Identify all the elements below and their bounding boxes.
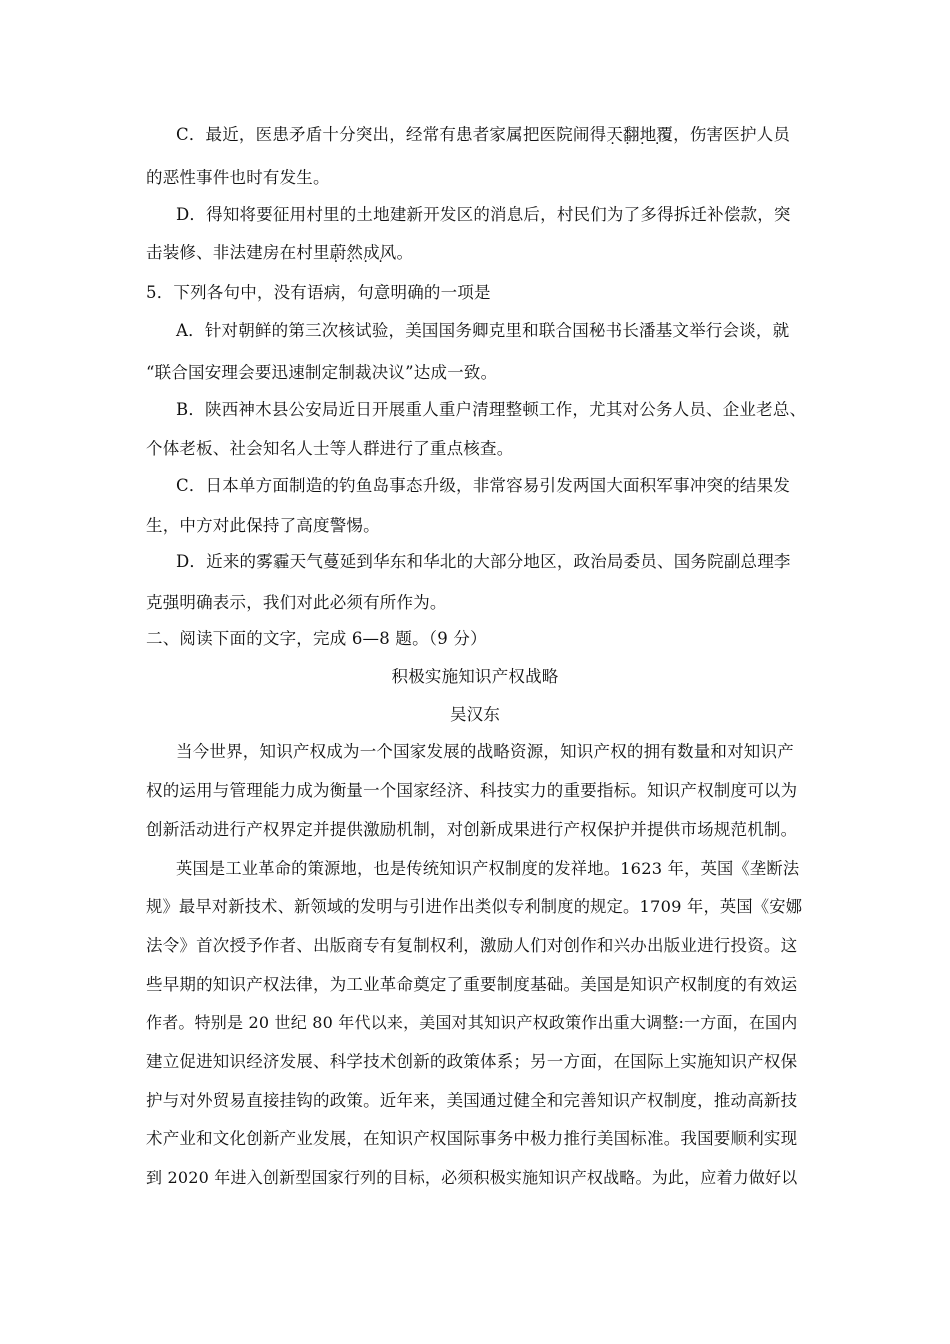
paragraph-2-line: 建立促进知识经济发展、科学技术创新的政策体系；另一方面，在国际上实施知识产权保 <box>146 1052 798 1071</box>
article-title: 积极实施知识产权战略 <box>391 667 559 686</box>
q4-option-d-line2 <box>146 241 413 265</box>
paragraph-2-line: 到 2020 年进入创新型国家行列的目标，必须积极实施知识产权战略。为此，应着力做好以 <box>146 1168 798 1187</box>
q5-option-b-line2: 个体老板、社会知名人士等人群进行了重点核查。 <box>146 439 514 458</box>
q5-option-b-line1: B．陕西神木县公安局近日开展重人重户清理整顿工作，尤其对公务人员、企业老总、 <box>176 400 807 419</box>
q5-option-c-line2: 生，中方对此保持了高度警惕。 <box>146 516 380 535</box>
paragraph-1-line: 创新活动进行产权界定并提供激励机制，对创新成果进行产权保护并提供市场规范机制。 <box>146 820 798 839</box>
text-run: 击装修、非法建房在村里 <box>146 243 330 262</box>
q5-option-a-line1: A．针对朝鲜的第三次核试验，美国国务卿克里和联合国秘书长潘基文举行会谈，就 <box>176 321 790 340</box>
paragraph-2-line: 英国是工业革命的策源地，也是传统知识产权制度的发祥地。1623 年，英国《垄断法 <box>176 859 800 878</box>
q5-option-d-line2: 克强明确表示，我们对此必须有所作为。 <box>146 593 447 612</box>
article-author: 吴汉东 <box>449 705 501 724</box>
dotted-emphasis: 蔚然成风 · · · · <box>330 243 397 262</box>
paragraph-1-line: 权的运用与管理能力成为衡量一个国家经济、科技实力的重要指标。知识产权制度可以为 <box>146 781 798 800</box>
paragraph-2-line: 些早期的知识产权法律，为工业革命奠定了重要制度基础。美国是知识产权制度的有效运 <box>146 975 798 994</box>
paragraph-2-line: 法令》首次授予作者、出版商专有复制权利，激励人们对创作和兴办出版业进行投资。这 <box>146 936 798 955</box>
paragraph-2-line: 作者。特别是 20 世纪 80 年代以来，美国对其知识产权政策作出重大调整:一方面，在国内 <box>146 1013 798 1032</box>
question-5-stem: 5．下列各句中，没有语病，句意明确的一项是 <box>146 283 491 302</box>
q5-option-c-line1: C．日本单方面制造的钓鱼岛事态升级，非常容易引发两国大面积军事冲突的结果发 <box>176 476 791 495</box>
section-2-heading: 二、阅读下面的文字，完成 6—8 题。（9 分） <box>146 629 487 648</box>
paragraph-2-line: 护与对外贸易直接挂钩的政策。近年来，美国通过健全和完善知识产权制度，推动高新技 <box>146 1091 798 1110</box>
q5-option-a-line2: “联合国安理会要迅速制定制裁决议”达成一致。 <box>146 363 498 382</box>
dotted-emphasis: 天翻地覆 · · · · <box>606 125 673 144</box>
text-run: 。 <box>396 243 414 262</box>
q4-option-d-line1: D．得知将要征用村里的土地建新开发区的消息后，村民们为了多得拆迁补偿款，突 <box>176 205 791 224</box>
paragraph-2-line: 规》最早对新技术、新领域的发明与引进作出类似专利制度的规定。1709 年，英国《安娜 <box>146 897 803 916</box>
text-run: C．最近，医患矛盾十分突出，经常有患者家属把医院闹得 <box>176 125 607 144</box>
paragraph-1-line: 当今世界，知识产权成为一个国家发展的战略资源，知识产权的拥有数量和对知识产 <box>176 742 794 761</box>
q5-option-d-line1: D．近来的雾霾天气蔓延到华东和华北的大部分地区，政治局委员、国务院副总理李 <box>176 552 791 571</box>
paragraph-2-line: 术产业和文化创新产业发展，在知识产权国际事务中极力推行美国标准。我国要顺利实现 <box>146 1129 798 1148</box>
q4-option-c-line2: 的恶性事件也时有发生。 <box>146 168 330 187</box>
text-run: ，伤害医护人员 <box>673 125 791 144</box>
q4-option-c-line1 <box>176 123 790 147</box>
